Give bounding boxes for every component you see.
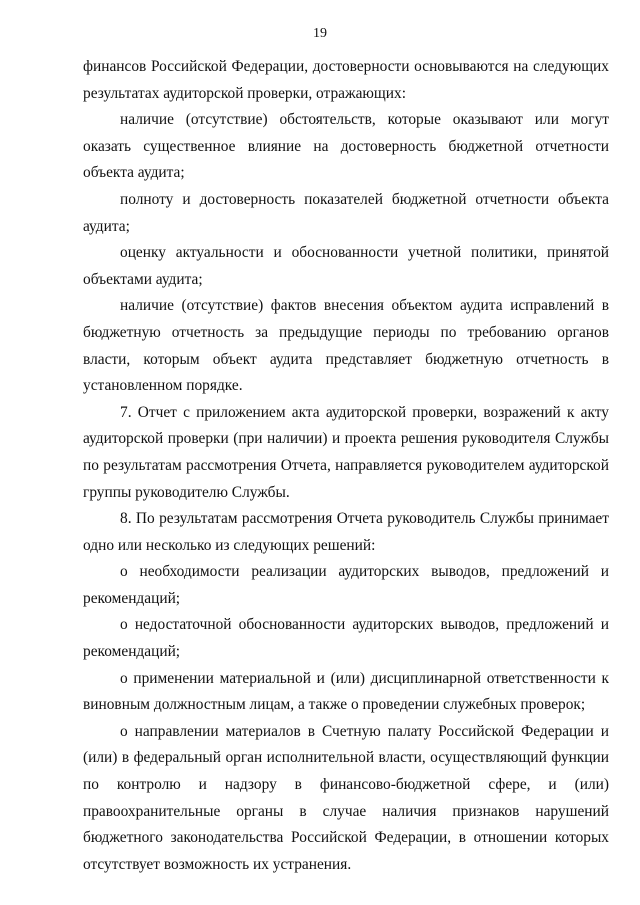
page-number: 19 [313, 26, 327, 41]
paragraph-item-7: 7. Отчет с приложением акта аудиторской проверки, возражений к акту аудиторской проверки (при наличии) и проекта решения руководителя Службы по результатам рассмотрения Отчета, направляется руководителем аудиторской группы руководителю Службы. [83, 403, 609, 501]
paragraph-completeness: полноту и достоверность показателей бюджетной отчетности объекта аудита; [83, 190, 609, 235]
decision-insufficient-grounds: о недостаточной обоснованности аудиторских выводов, предложений и рекомендаций; [83, 616, 609, 661]
paragraph-corrections: наличие (отсутствие) фактов внесения объектом аудита исправлений в бюджетную отчетность за предыдущие периоды по требованию органов власти, которым объект аудита представляет бюджетную отчетность в установленном порядке. [83, 297, 609, 395]
decision-implementation: о необходимости реализации аудиторских выводов, предложений и рекомендаций; [83, 563, 609, 607]
paragraph-continuation: финансов Российской Федерации, достоверности основываются на следующих результатах аудиторской проверки, отражающих: [83, 58, 609, 102]
decision-referral: о направлении материалов в Счетную палату Российской Федерации и (или) в федеральный орган исполнительной власти, осуществляющий функции по контролю и надзору в финансово-бюджетной сфере, и (или) правоохранительные органы в случае наличия признаков нарушений бюджетного законодательства Российской Федерации, в отношении которых отсутствует возможность их устранения. [83, 722, 609, 873]
paragraph-accounting-policy: оценку актуальности и обоснованности учетной политики, принятой объектами аудита; [83, 244, 609, 288]
paragraph-item-8: 8. По результатам рассмотрения Отчета руководитель Службы принимает одно или несколько из следующих решений: [83, 510, 609, 554]
document-body [83, 54, 609, 878]
decision-liability: о применении материальной и (или) дисциплинарной ответственности к виновным должностным лицам, а также о проведении служебных проверок; [83, 669, 609, 714]
paragraph-circumstances: наличие (отсутствие) обстоятельств, которые оказывают или могут оказать существенное влияние на достоверность бюджетной отчетности объекта аудита; [83, 111, 609, 182]
